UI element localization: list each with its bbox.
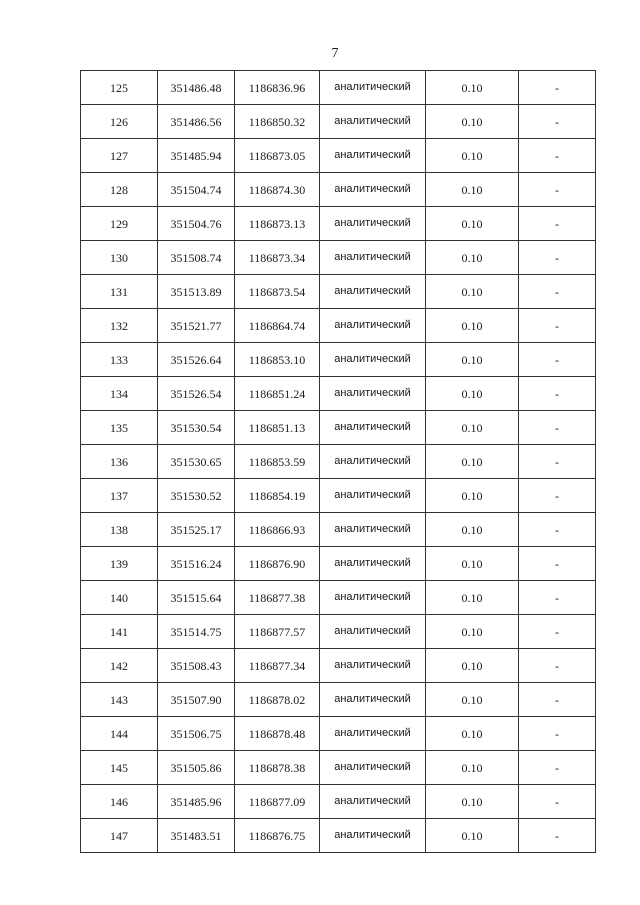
method-cell: аналитический: [320, 445, 426, 479]
y-coordinate-cell: 1186874.30: [235, 173, 320, 207]
coordinates-table: [80, 70, 596, 853]
accuracy-cell: 0.10: [426, 207, 519, 241]
x-coordinate-cell: 351505.86: [158, 751, 235, 785]
page-number: 7: [331, 46, 339, 61]
method-cell: аналитический: [320, 139, 426, 173]
accuracy-cell: 0.10: [426, 445, 519, 479]
x-coordinate-cell: 351507.90: [158, 683, 235, 717]
table-row: [81, 377, 596, 411]
note-cell: -: [519, 581, 596, 615]
x-coordinate-cell: 351516.24: [158, 547, 235, 581]
y-coordinate-cell: 1186853.10: [235, 343, 320, 377]
table-row: [81, 241, 596, 275]
y-coordinate-cell: 1186877.34: [235, 649, 320, 683]
y-coordinate-cell: 1186836.96: [235, 71, 320, 105]
table-row: [81, 751, 596, 785]
method-cell: аналитический: [320, 309, 426, 343]
table-row: [81, 309, 596, 343]
point-number-cell: 142: [81, 649, 158, 683]
accuracy-cell: 0.10: [426, 717, 519, 751]
x-coordinate-cell: 351485.94: [158, 139, 235, 173]
method-cell: аналитический: [320, 207, 426, 241]
y-coordinate-cell: 1186866.93: [235, 513, 320, 547]
x-coordinate-cell: 351530.54: [158, 411, 235, 445]
note-cell: -: [519, 649, 596, 683]
note-cell: -: [519, 751, 596, 785]
note-cell: -: [519, 683, 596, 717]
x-coordinate-cell: 351515.64: [158, 581, 235, 615]
table-row: [81, 105, 596, 139]
point-number-cell: 143: [81, 683, 158, 717]
accuracy-cell: 0.10: [426, 479, 519, 513]
x-coordinate-cell: 351526.64: [158, 343, 235, 377]
note-cell: -: [519, 615, 596, 649]
accuracy-cell: 0.10: [426, 683, 519, 717]
y-coordinate-cell: 1186873.54: [235, 275, 320, 309]
accuracy-cell: 0.10: [426, 615, 519, 649]
point-number-cell: 137: [81, 479, 158, 513]
point-number-cell: 147: [81, 819, 158, 853]
note-cell: -: [519, 717, 596, 751]
x-coordinate-cell: 351530.65: [158, 445, 235, 479]
x-coordinate-cell: 351486.48: [158, 71, 235, 105]
x-coordinate-cell: 351525.17: [158, 513, 235, 547]
method-cell: аналитический: [320, 343, 426, 377]
point-number-cell: 128: [81, 173, 158, 207]
method-cell: аналитический: [320, 173, 426, 207]
y-coordinate-cell: 1186877.38: [235, 581, 320, 615]
note-cell: -: [519, 241, 596, 275]
point-number-cell: 129: [81, 207, 158, 241]
x-coordinate-cell: 351521.77: [158, 309, 235, 343]
table-row: [81, 173, 596, 207]
note-cell: -: [519, 207, 596, 241]
accuracy-cell: 0.10: [426, 819, 519, 853]
table-row: [81, 819, 596, 853]
y-coordinate-cell: 1186878.48: [235, 717, 320, 751]
method-cell: аналитический: [320, 581, 426, 615]
table-row: [81, 547, 596, 581]
accuracy-cell: 0.10: [426, 309, 519, 343]
table-row: [81, 581, 596, 615]
method-cell: аналитический: [320, 615, 426, 649]
note-cell: -: [519, 377, 596, 411]
point-number-cell: 125: [81, 71, 158, 105]
table-row: [81, 411, 596, 445]
accuracy-cell: 0.10: [426, 105, 519, 139]
table-row: [81, 343, 596, 377]
method-cell: аналитический: [320, 819, 426, 853]
table-row: [81, 683, 596, 717]
note-cell: -: [519, 785, 596, 819]
y-coordinate-cell: 1186876.90: [235, 547, 320, 581]
point-number-cell: 135: [81, 411, 158, 445]
y-coordinate-cell: 1186873.13: [235, 207, 320, 241]
note-cell: -: [519, 275, 596, 309]
point-number-cell: 146: [81, 785, 158, 819]
method-cell: аналитический: [320, 479, 426, 513]
method-cell: аналитический: [320, 649, 426, 683]
note-cell: -: [519, 513, 596, 547]
method-cell: аналитический: [320, 377, 426, 411]
x-coordinate-cell: 351483.51: [158, 819, 235, 853]
table-row: [81, 71, 596, 105]
accuracy-cell: 0.10: [426, 377, 519, 411]
point-number-cell: 127: [81, 139, 158, 173]
method-cell: аналитический: [320, 71, 426, 105]
method-cell: аналитический: [320, 785, 426, 819]
accuracy-cell: 0.10: [426, 275, 519, 309]
method-cell: аналитический: [320, 275, 426, 309]
x-coordinate-cell: 351504.74: [158, 173, 235, 207]
point-number-cell: 131: [81, 275, 158, 309]
point-number-cell: 130: [81, 241, 158, 275]
point-number-cell: 132: [81, 309, 158, 343]
accuracy-cell: 0.10: [426, 751, 519, 785]
table-row: [81, 479, 596, 513]
method-cell: аналитический: [320, 547, 426, 581]
point-number-cell: 145: [81, 751, 158, 785]
method-cell: аналитический: [320, 513, 426, 547]
point-number-cell: 140: [81, 581, 158, 615]
accuracy-cell: 0.10: [426, 139, 519, 173]
point-number-cell: 136: [81, 445, 158, 479]
accuracy-cell: 0.10: [426, 547, 519, 581]
point-number-cell: 134: [81, 377, 158, 411]
note-cell: -: [519, 343, 596, 377]
table-row: [81, 207, 596, 241]
table-row: [81, 139, 596, 173]
accuracy-cell: 0.10: [426, 785, 519, 819]
x-coordinate-cell: 351504.76: [158, 207, 235, 241]
note-cell: -: [519, 309, 596, 343]
x-coordinate-cell: 351530.52: [158, 479, 235, 513]
table-row: [81, 717, 596, 751]
table-row: [81, 615, 596, 649]
y-coordinate-cell: 1186877.57: [235, 615, 320, 649]
point-number-cell: 141: [81, 615, 158, 649]
y-coordinate-cell: 1186853.59: [235, 445, 320, 479]
note-cell: -: [519, 139, 596, 173]
y-coordinate-cell: 1186851.13: [235, 411, 320, 445]
note-cell: -: [519, 411, 596, 445]
accuracy-cell: 0.10: [426, 241, 519, 275]
point-number-cell: 138: [81, 513, 158, 547]
note-cell: -: [519, 445, 596, 479]
table-row: [81, 513, 596, 547]
point-number-cell: 139: [81, 547, 158, 581]
coordinates-table-body: [81, 71, 596, 853]
x-coordinate-cell: 351526.54: [158, 377, 235, 411]
y-coordinate-cell: 1186850.32: [235, 105, 320, 139]
note-cell: -: [519, 71, 596, 105]
accuracy-cell: 0.10: [426, 649, 519, 683]
method-cell: аналитический: [320, 241, 426, 275]
y-coordinate-cell: 1186864.74: [235, 309, 320, 343]
y-coordinate-cell: 1186878.02: [235, 683, 320, 717]
method-cell: аналитический: [320, 105, 426, 139]
point-number-cell: 133: [81, 343, 158, 377]
method-cell: аналитический: [320, 751, 426, 785]
x-coordinate-cell: 351513.89: [158, 275, 235, 309]
table-row: [81, 275, 596, 309]
y-coordinate-cell: 1186878.38: [235, 751, 320, 785]
method-cell: аналитический: [320, 411, 426, 445]
accuracy-cell: 0.10: [426, 71, 519, 105]
y-coordinate-cell: 1186851.24: [235, 377, 320, 411]
x-coordinate-cell: 351486.56: [158, 105, 235, 139]
y-coordinate-cell: 1186877.09: [235, 785, 320, 819]
note-cell: -: [519, 479, 596, 513]
accuracy-cell: 0.10: [426, 581, 519, 615]
y-coordinate-cell: 1186876.75: [235, 819, 320, 853]
x-coordinate-cell: 351508.43: [158, 649, 235, 683]
table-row: [81, 445, 596, 479]
x-coordinate-cell: 351514.75: [158, 615, 235, 649]
y-coordinate-cell: 1186854.19: [235, 479, 320, 513]
method-cell: аналитический: [320, 683, 426, 717]
point-number-cell: 144: [81, 717, 158, 751]
y-coordinate-cell: 1186873.05: [235, 139, 320, 173]
accuracy-cell: 0.10: [426, 411, 519, 445]
accuracy-cell: 0.10: [426, 173, 519, 207]
accuracy-cell: 0.10: [426, 343, 519, 377]
y-coordinate-cell: 1186873.34: [235, 241, 320, 275]
note-cell: -: [519, 105, 596, 139]
x-coordinate-cell: 351506.75: [158, 717, 235, 751]
point-number-cell: 126: [81, 105, 158, 139]
table-row: [81, 649, 596, 683]
note-cell: -: [519, 819, 596, 853]
x-coordinate-cell: 351485.96: [158, 785, 235, 819]
accuracy-cell: 0.10: [426, 513, 519, 547]
note-cell: -: [519, 547, 596, 581]
method-cell: аналитический: [320, 717, 426, 751]
x-coordinate-cell: 351508.74: [158, 241, 235, 275]
note-cell: -: [519, 173, 596, 207]
table-row: [81, 785, 596, 819]
